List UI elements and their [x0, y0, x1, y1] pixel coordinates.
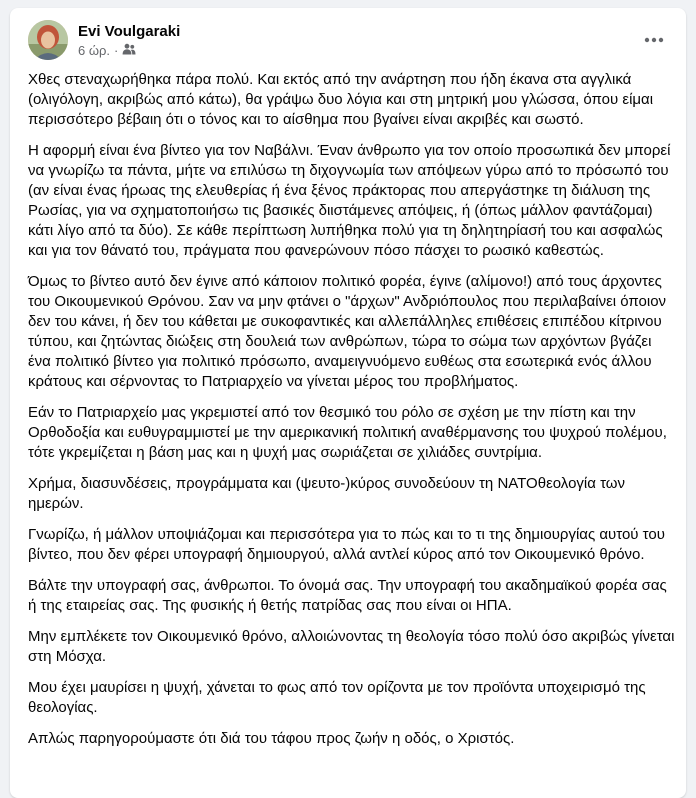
post-paragraph: Όμως το βίντεο αυτό δεν έγινε από κάποιον πολιτικό φορέα, έγινε (αλίμονο!) από τους άρχοντες του Οικουμενικού Θρόνου. Σαν να μην φτάνει ο "άρχων" Ανδριόπουλος που περιλαβαίνει όποιον δεν του κάνει, ή δεν του κάθεται με συκοφαντικές και αλλεπάλληλες επιθέσεις επιπέδου κίτρινου τύπου, και ζητώντας διώξεις στη δουλειά των ανθρώπων, τώρα το σώμα των αρχόντων βγάζει ένα πολιτικό βίντεο για πολιτικό πρόσωπο, αναμειγνυόμενο ευθέως στα εσωτερικά ενός άλλου κράτους και σέρνοντας το Πατριαρχείο να γίνεται μέρος του προβλήματος. [28, 273, 667, 390]
post-paragraph: Βάλτε την υπογραφή σας, άνθρωποι. Το όνομά σας. Την υπογραφή του ακαδημαϊκού φορέα σας ή της εταιρείας σας. Της φυσικής ή θετής πατρίδας σας που είναι οι ΗΠΑ. [28, 577, 667, 614]
post-paragraph: Μην εμπλέκετε τον Οικουμενικό θρόνο, αλλοιώνοντας τη θεολογία τόσο πολύ όσο ακριβώς γίνεται στη Μόσχα. [28, 628, 675, 665]
post-meta [78, 22, 180, 59]
post-paragraph: Μου έχει μαυρίσει η ψυχή, χάνεται το φως από τον ορίζοντα με τον προϊόντα υποχειρισμό της θεολογίας. [28, 679, 646, 716]
author-name[interactable]: Evi Voulgaraki [78, 22, 181, 40]
post-body [28, 70, 676, 760]
post-paragraph: Απλώς παρηγορούμαστε ότι διά του τάφου προς ζωήν η οδός, ο Χριστός. [28, 730, 515, 747]
post-header [28, 18, 180, 62]
post-paragraph: Χθες στεναχωρήθηκα πάρα πολύ. Και εκτός από την ανάρτηση που ήδη έκανα στα αγγλικά (ολιγόλογη, ακριβώς από κάτω), θα γράψω δυο λόγια και στη μητρική μου γλώσσα, όπου είμαι περισσότερο βέβαιη ότι ο τόνος και το αίσθημα που βγαίνει είναι ακριβές και σωστό. [28, 71, 654, 128]
friends-icon [122, 42, 136, 59]
post-paragraph: Γνωρίζω, ή μάλλον υποψιάζομαι και περισσότερα για το πώς και το τι της δημιουργίας αυτού του βίντεο, που δεν φέρει υπογραφή δημιουργού, αλλά αντλεί κύρος από τον Οικουμενικό θρόνο. [28, 526, 665, 563]
more-options-icon[interactable] [636, 28, 672, 52]
post-paragraph: Χρήμα, διασυνδέσεις, προγράμματα και (ψευτο-)κύρος συνοδεύουν τη ΝΑΤΟθεολογία των ημερών. [28, 475, 626, 512]
post-timestamp[interactable]: 6 ώρ. [78, 42, 110, 58]
post-paragraph: Η αφορμή είναι ένα βίντεο για τον Ναβάλνι. Έναν άνθρωπο για τον οποίο προσωπικά δεν μπορεί να γνωρίζω τα πάντα, μήτε να επιλύσω τη διχογνωμία των απόψεων γύρω από το πρόσωπό του (αν είναι ένας ήρωας της ελευθερίας ή ένα ξένος πράκτορας που απεργάστηκε τη διάλυση της Ρωσίας, για να σχηματοποιήσω τις βασικές διιστάμενες απόψεις, ή (όπως μάλλον φαντάζομαι) κάτι λίγο από τα δύο). Σε κάθε περίπτωση λυπήθηκα πολύ για τη δηλητηρίασή του και ασφαλώς και για τον θάνατό του, πράγματα που φανερώνουν πόσο πάσχει το ρωσικό καθεστώς. [28, 142, 671, 259]
post-card [10, 8, 686, 798]
separator-dot: · [114, 42, 119, 58]
avatar[interactable] [28, 20, 68, 60]
post-paragraph: Εάν το Πατριαρχείο μας γκρεμιστεί από τον θεσμικό του ρόλο σε σχέση με την πίστη και την Ορθοδοξία και ευθυγραμμιστεί με την αμερικανική πολιτική αναθέρμανσης του ψυχρού πολέμου, τότε γκρεμίζεται η βάση μας και η ψυχή μας σωριάζεται σε χιλιάδες συντρίμια. [28, 404, 667, 461]
post-subline [78, 42, 180, 59]
